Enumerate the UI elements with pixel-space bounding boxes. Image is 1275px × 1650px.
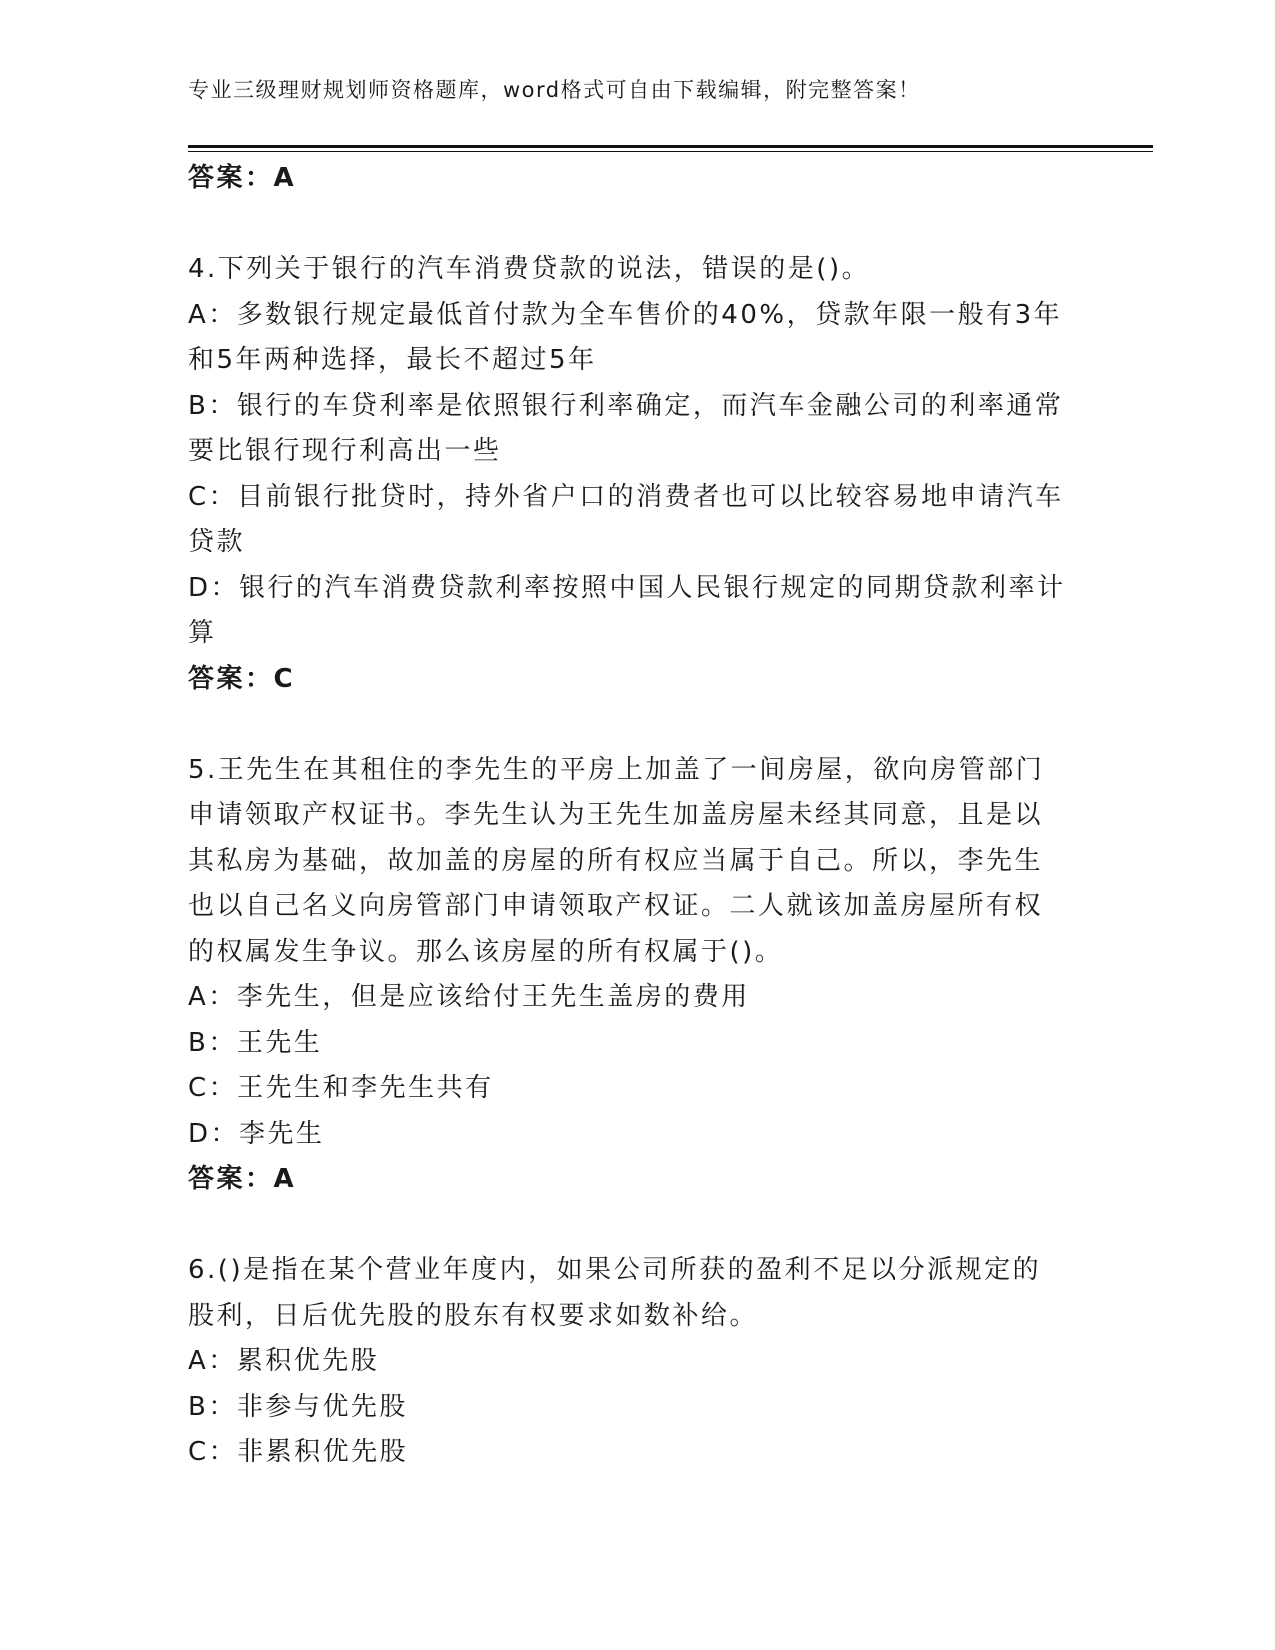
option-c: C：王先生和李先生共有 xyxy=(188,1073,494,1103)
option-b-cont: 要比银行现行利高出一些 xyxy=(188,436,502,466)
option-a: A：累积优先股 xyxy=(188,1346,380,1376)
header-rule-thick xyxy=(188,145,1153,148)
option-b: B：非参与优先股 xyxy=(188,1391,408,1422)
option-c: C：非累积优先股 xyxy=(188,1437,409,1467)
option-d-cont: 算 xyxy=(188,618,217,648)
question-stem: 6.()是指在某个营业年度内，如果公司所获的盈利不足以分派规定的 xyxy=(188,1255,1042,1285)
header-rule-thin xyxy=(188,151,1153,152)
option-a: A：李先生，但是应该给付王先生盖房的费用 xyxy=(188,982,750,1012)
option-a-cont: 和5年两种选择，最长不超过5年 xyxy=(188,345,597,375)
question-6 xyxy=(188,1248,1088,1476)
question-stem: 其私房为基础，故加盖的房屋的所有权应当属于自己。所以，李先生 xyxy=(188,845,1044,876)
option-a: A：多数银行规定最低首付款为全车售价的40%，贷款年限一般有3年 xyxy=(188,299,1063,330)
question-stem: 4.下列关于银行的汽车消费贷款的说法，错误的是()。 xyxy=(188,254,871,284)
page-header: 专业三级理财规划师资格题库，word格式可自由下载编辑，附完整答案！ xyxy=(188,78,921,102)
question-4 xyxy=(188,247,1088,702)
option-d: D：银行的汽车消费贷款利率按照中国人民银行规定的同期贷款利率计 xyxy=(188,572,1066,603)
option-c-cont: 贷款 xyxy=(188,527,246,557)
option-b: B：王先生 xyxy=(188,1027,323,1058)
option-c: C：目前银行批贷时，持外省户口的消费者也可以比较容易地申请汽车 xyxy=(188,481,1064,512)
question-stem: 申请领取产权证书。李先生认为王先生加盖房屋未经其同意，且是以 xyxy=(188,800,1044,830)
question-stem: 的权属发生争议。那么该房屋的所有权属于()。 xyxy=(188,936,784,967)
answer-q4: 答案：C xyxy=(188,663,296,694)
answer-q3: 答案：A xyxy=(188,163,297,193)
question-5 xyxy=(188,748,1088,1203)
question-stem: 股利，日后优先股的股东有权要求如数补给。 xyxy=(188,1300,759,1331)
option-b: B：银行的车贷利率是依照银行利率确定，而汽车金融公司的利率通常 xyxy=(188,390,1064,421)
answer-q5: 答案：A xyxy=(188,1164,297,1194)
option-d: D：李先生 xyxy=(188,1118,325,1149)
question-stem: 5.王先生在其租住的李先生的平房上加盖了一间房屋，欲向房管部门 xyxy=(188,754,1045,785)
question-list xyxy=(188,156,1088,1476)
question-stem: 也以自己名义向房管部门申请领取产权证。二人就该加盖房屋所有权 xyxy=(188,891,1044,921)
